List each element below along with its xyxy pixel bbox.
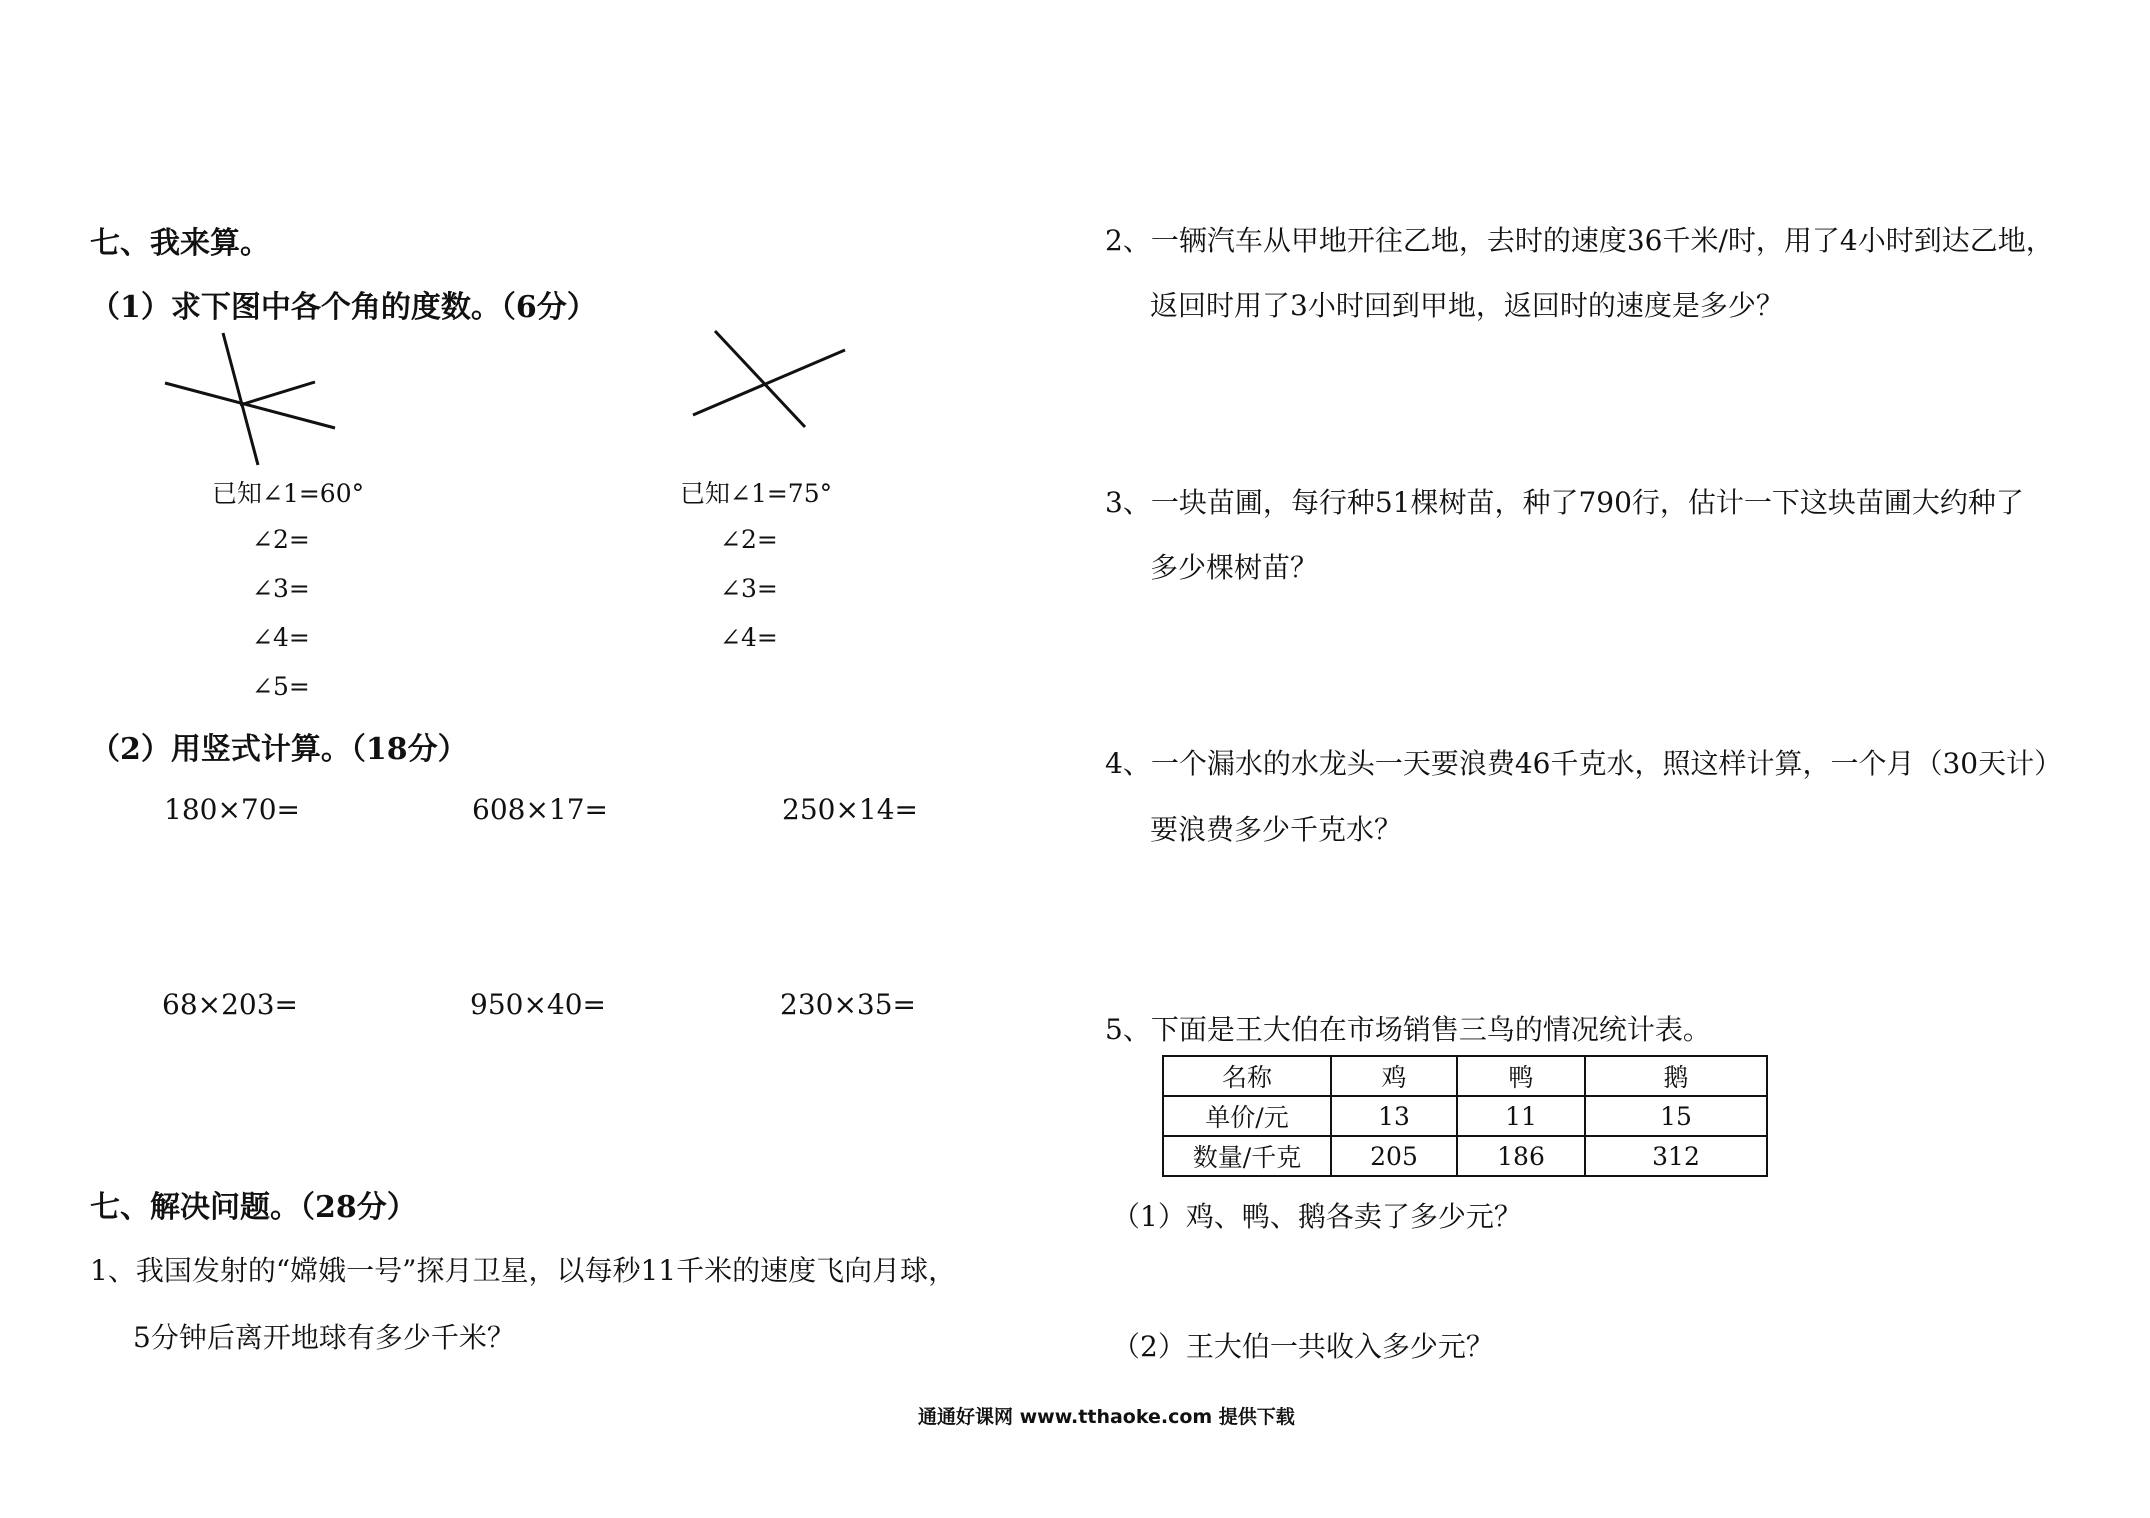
- fig2-line-b: [715, 331, 805, 427]
- table-cell: 11: [1457, 1096, 1585, 1136]
- section-solve-title: 七、解决问题。（28分）: [90, 1190, 417, 1225]
- calc-problem: 250×14=: [782, 793, 918, 826]
- q5-sub-2: （2）王大伯一共收入多少元？: [1112, 1330, 1494, 1363]
- table-row: [1163, 1096, 1767, 1136]
- table-header-cell: 鸡: [1331, 1056, 1457, 1096]
- fig1-angle-2: ∠2=: [252, 525, 310, 554]
- table-cell: 13: [1331, 1096, 1457, 1136]
- table-header-cell: 名称: [1163, 1056, 1331, 1096]
- q4-line-2: 要浪费多少千克水？: [1150, 813, 1403, 846]
- sales-table: [1162, 1055, 1768, 1177]
- table-cell: 15: [1585, 1096, 1767, 1136]
- calc-problem: 68×203=: [162, 988, 298, 1021]
- q1-line-1: 1、我国发射的“嫦娥一号”探月卫星，以每秒11千米的速度飞向月球，: [90, 1254, 957, 1287]
- table-cell: 312: [1585, 1136, 1767, 1176]
- q5-sub-1: （1）鸡、鸭、鹅各卖了多少元？: [1112, 1200, 1522, 1233]
- table-header-cell: 鸭: [1457, 1056, 1585, 1096]
- fig2-line-a: [693, 350, 845, 415]
- fig2-given: 已知∠1=75°: [680, 479, 833, 508]
- fig1-line-c: [240, 382, 315, 405]
- table-cell: 205: [1331, 1136, 1457, 1176]
- q3-line-1: 3、一块苗圃，每行种51棵树苗，种了790行，估计一下这块苗圃大约种了: [1105, 486, 2024, 519]
- table-header-cell: 鹅: [1585, 1056, 1767, 1096]
- q5-text: 5、下面是王大伯在市场销售三鸟的情况统计表。: [1105, 1013, 1711, 1046]
- calc-problem: 950×40=: [470, 988, 606, 1021]
- fig2-angle-4: ∠4=: [720, 623, 778, 652]
- table-cell: 186: [1457, 1136, 1585, 1176]
- calc-problem: 180×70=: [164, 793, 300, 826]
- fig2-angle-3: ∠3=: [720, 574, 778, 603]
- q4-line-1: 4、一个漏水的水龙头一天要浪费46千克水，照这样计算，一个月（30天计）: [1105, 747, 2063, 780]
- q2-line-1: 2、一辆汽车从甲地开往乙地，去时的速度36千米/时，用了4小时到达乙地，: [1105, 224, 2054, 257]
- table-cell: 数量/千克: [1163, 1136, 1331, 1176]
- table-cell: 单价/元: [1163, 1096, 1331, 1136]
- angle-figure-1: [150, 325, 350, 470]
- fig1-angle-4: ∠4=: [252, 623, 310, 652]
- part1-title: （1）求下图中各个角的度数。（6分）: [90, 290, 597, 325]
- fig2-angle-2: ∠2=: [720, 525, 778, 554]
- table-header-row: [1163, 1056, 1767, 1096]
- q3-line-2: 多少棵树苗？: [1150, 551, 1319, 584]
- part2-title: （2）用竖式计算。（18分）: [90, 732, 468, 767]
- fig1-given: 已知∠1=60°: [212, 479, 365, 508]
- angle-figure-2: [685, 325, 855, 430]
- q1-line-2: 5分钟后离开地球有多少千米？: [133, 1321, 515, 1354]
- fig1-angle-5: ∠5=: [252, 672, 310, 701]
- fig1-angle-3: ∠3=: [252, 574, 310, 603]
- calc-problem: 608×17=: [472, 793, 608, 826]
- footer-text: 通通好课网 www.tthaoke.com 提供下载: [918, 1406, 1295, 1428]
- table-row: [1163, 1136, 1767, 1176]
- fig1-line-a: [165, 383, 335, 428]
- calc-problem: 230×35=: [780, 988, 916, 1021]
- section-calc-title: 七、我来算。: [90, 226, 270, 261]
- q2-line-2: 返回时用了3小时回到甲地，返回时的速度是多少？: [1150, 289, 1784, 322]
